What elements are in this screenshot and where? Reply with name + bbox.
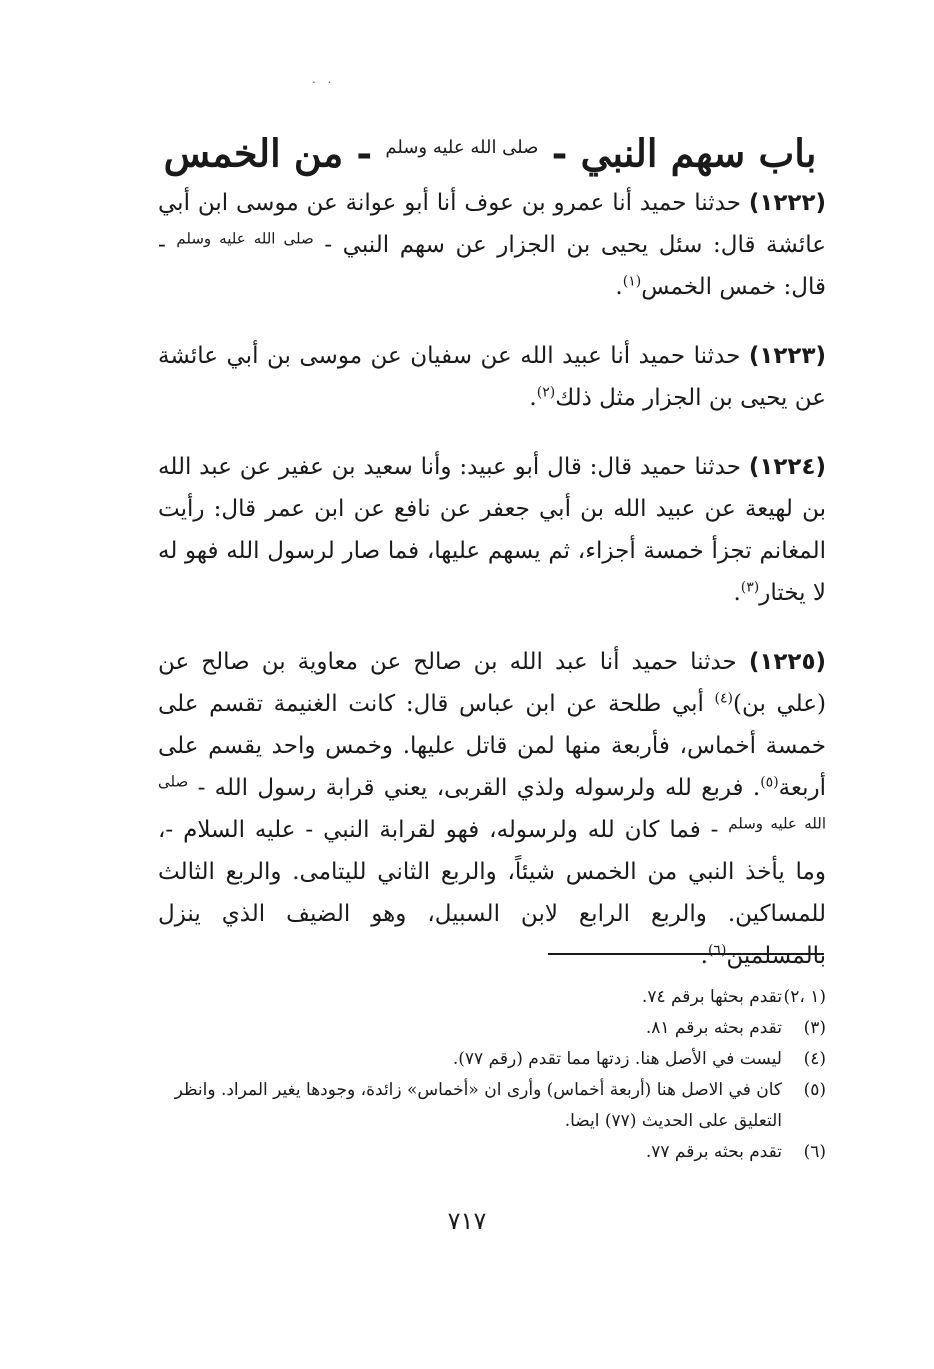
honorific-mark: صلى الله عليه وسلم <box>158 772 826 833</box>
footnotes <box>158 982 826 1168</box>
hadith-number: (١٢٢٤) <box>748 454 826 480</box>
footnote-mark: (٤) <box>803 1049 826 1069</box>
hadith-text: حدثنا حميد قال: قال أبو عبيد: وأنا سعيد بن عفير عن عبد الله بن لهيعة عن عبيد الله بن أبي جعفر عن نافع عن ابن عمر قال: رأيت المغانم تجزأ خمسة أجزاء، ثم يسهم عليها، فما صار لرسول الله فهو له لا يختار <box>158 454 826 606</box>
sentence-end: . <box>733 580 741 606</box>
footnote-ref: (١) <box>622 273 642 290</box>
footnote-ref: (٤) <box>714 690 733 707</box>
hadith-text-continued: أبي طلحة عن ابن عباس قال: كانت الغنيمة تقسم على خمسة أخماس، فأربعة منها لمن قاتل عليها. وخمس واحد يقسم على أربعة <box>158 691 826 801</box>
footnote-divider <box>548 953 824 955</box>
footnote-item <box>158 1013 826 1044</box>
footnote-ref: (٢) <box>536 384 556 401</box>
hadith-paragraph-1224 <box>158 446 826 614</box>
footnote-item <box>158 1075 826 1137</box>
footnote-item <box>158 1044 826 1075</box>
footnote-item <box>158 1137 826 1168</box>
title-part-1: باب سهم النبي - <box>551 130 817 176</box>
footnote-mark: (٦) <box>803 1142 826 1162</box>
sentence-end: . <box>615 274 623 300</box>
footnote-item <box>158 982 826 1013</box>
footnote-text: كان في الاصل هنا (أربعة أخماس) وأرى ان «أخماس» زائدة، وجودها يغير المراد. وانظر التعليق على الحديث (٧٧) ايضا. <box>174 1080 782 1131</box>
hadith-text: حدثنا حميد أنا عبيد الله عن سفيان عن موسى بن أبي عائشة عن يحيى بن الجزار مثل ذلك <box>158 343 826 411</box>
chapter-title <box>160 118 820 184</box>
hadith-text-continued: - قال: خمس الخمس <box>158 232 826 300</box>
footnote-mark: (٥) <box>803 1080 826 1100</box>
hadith-paragraph-1223 <box>158 335 826 419</box>
footnote-ref: (٣) <box>740 579 760 596</box>
hadith-number: (١٢٢٣) <box>748 343 826 369</box>
hadith-number: (١٢٢٢) <box>748 190 826 216</box>
footnote-text: تقدم بحثها برقم ٧٤. <box>641 987 782 1007</box>
scan-specks: . . <box>312 72 336 86</box>
honorific-mark: صلى الله عليه وسلم <box>176 229 314 248</box>
footnote-mark: (١ ،٢) <box>783 987 826 1007</box>
footnote-text: تقدم بحثه برقم ٧٧. <box>645 1142 782 1162</box>
footnote-mark: (٣) <box>803 1018 826 1038</box>
hadith-number: (١٢٢٥) <box>748 649 826 675</box>
footnote-text: تقدم بحثه برقم ٨١. <box>645 1018 782 1038</box>
hadith-paragraph-1225 <box>158 641 826 977</box>
hadith-text: حدثنا حميد أنا عبد الله بن صالح عن معاوية بن صالح عن (علي بن) <box>158 649 826 717</box>
footnote-ref: (٥) <box>760 774 779 791</box>
title-honorific: صلى الله عليه وسلم <box>385 137 539 158</box>
footnote-text: ليست في الأصل هنا. زدتها مما تقدم (رقم ٧٧). <box>452 1049 782 1069</box>
hadith-text-continued: . فربع لله ولرسوله ولذي القربى، يعني قرابة رسول الله - <box>197 775 761 801</box>
hadith-paragraph-1222 <box>158 182 826 308</box>
title-part-2: - من الخمس <box>163 130 373 176</box>
main-text <box>158 182 826 1004</box>
sentence-end: . <box>529 385 537 411</box>
page-number: ٧١٧ <box>447 1207 487 1235</box>
sentence-end: . <box>700 943 708 969</box>
hadith-text: حدثنا حميد أنا عمرو بن عوف أنا أبو عوانة عن موسى ابن أبي عائشة قال: سئل يحيى بن الجزار عن سهم النبي - <box>158 190 827 258</box>
footnote-ref: (٦) <box>707 942 727 959</box>
hadith-text-continued: - فما كان لله ولرسوله، فهو لقرابة النبي - عليه السلام -، وما يأخذ النبي من الخمس شيئاً، والربع الثاني لليتامى. والربع الثالث للمساكين. والربع الرابع لابن السبيل، وهو الضيف الذي ينزل بالمسلمين <box>158 817 826 969</box>
